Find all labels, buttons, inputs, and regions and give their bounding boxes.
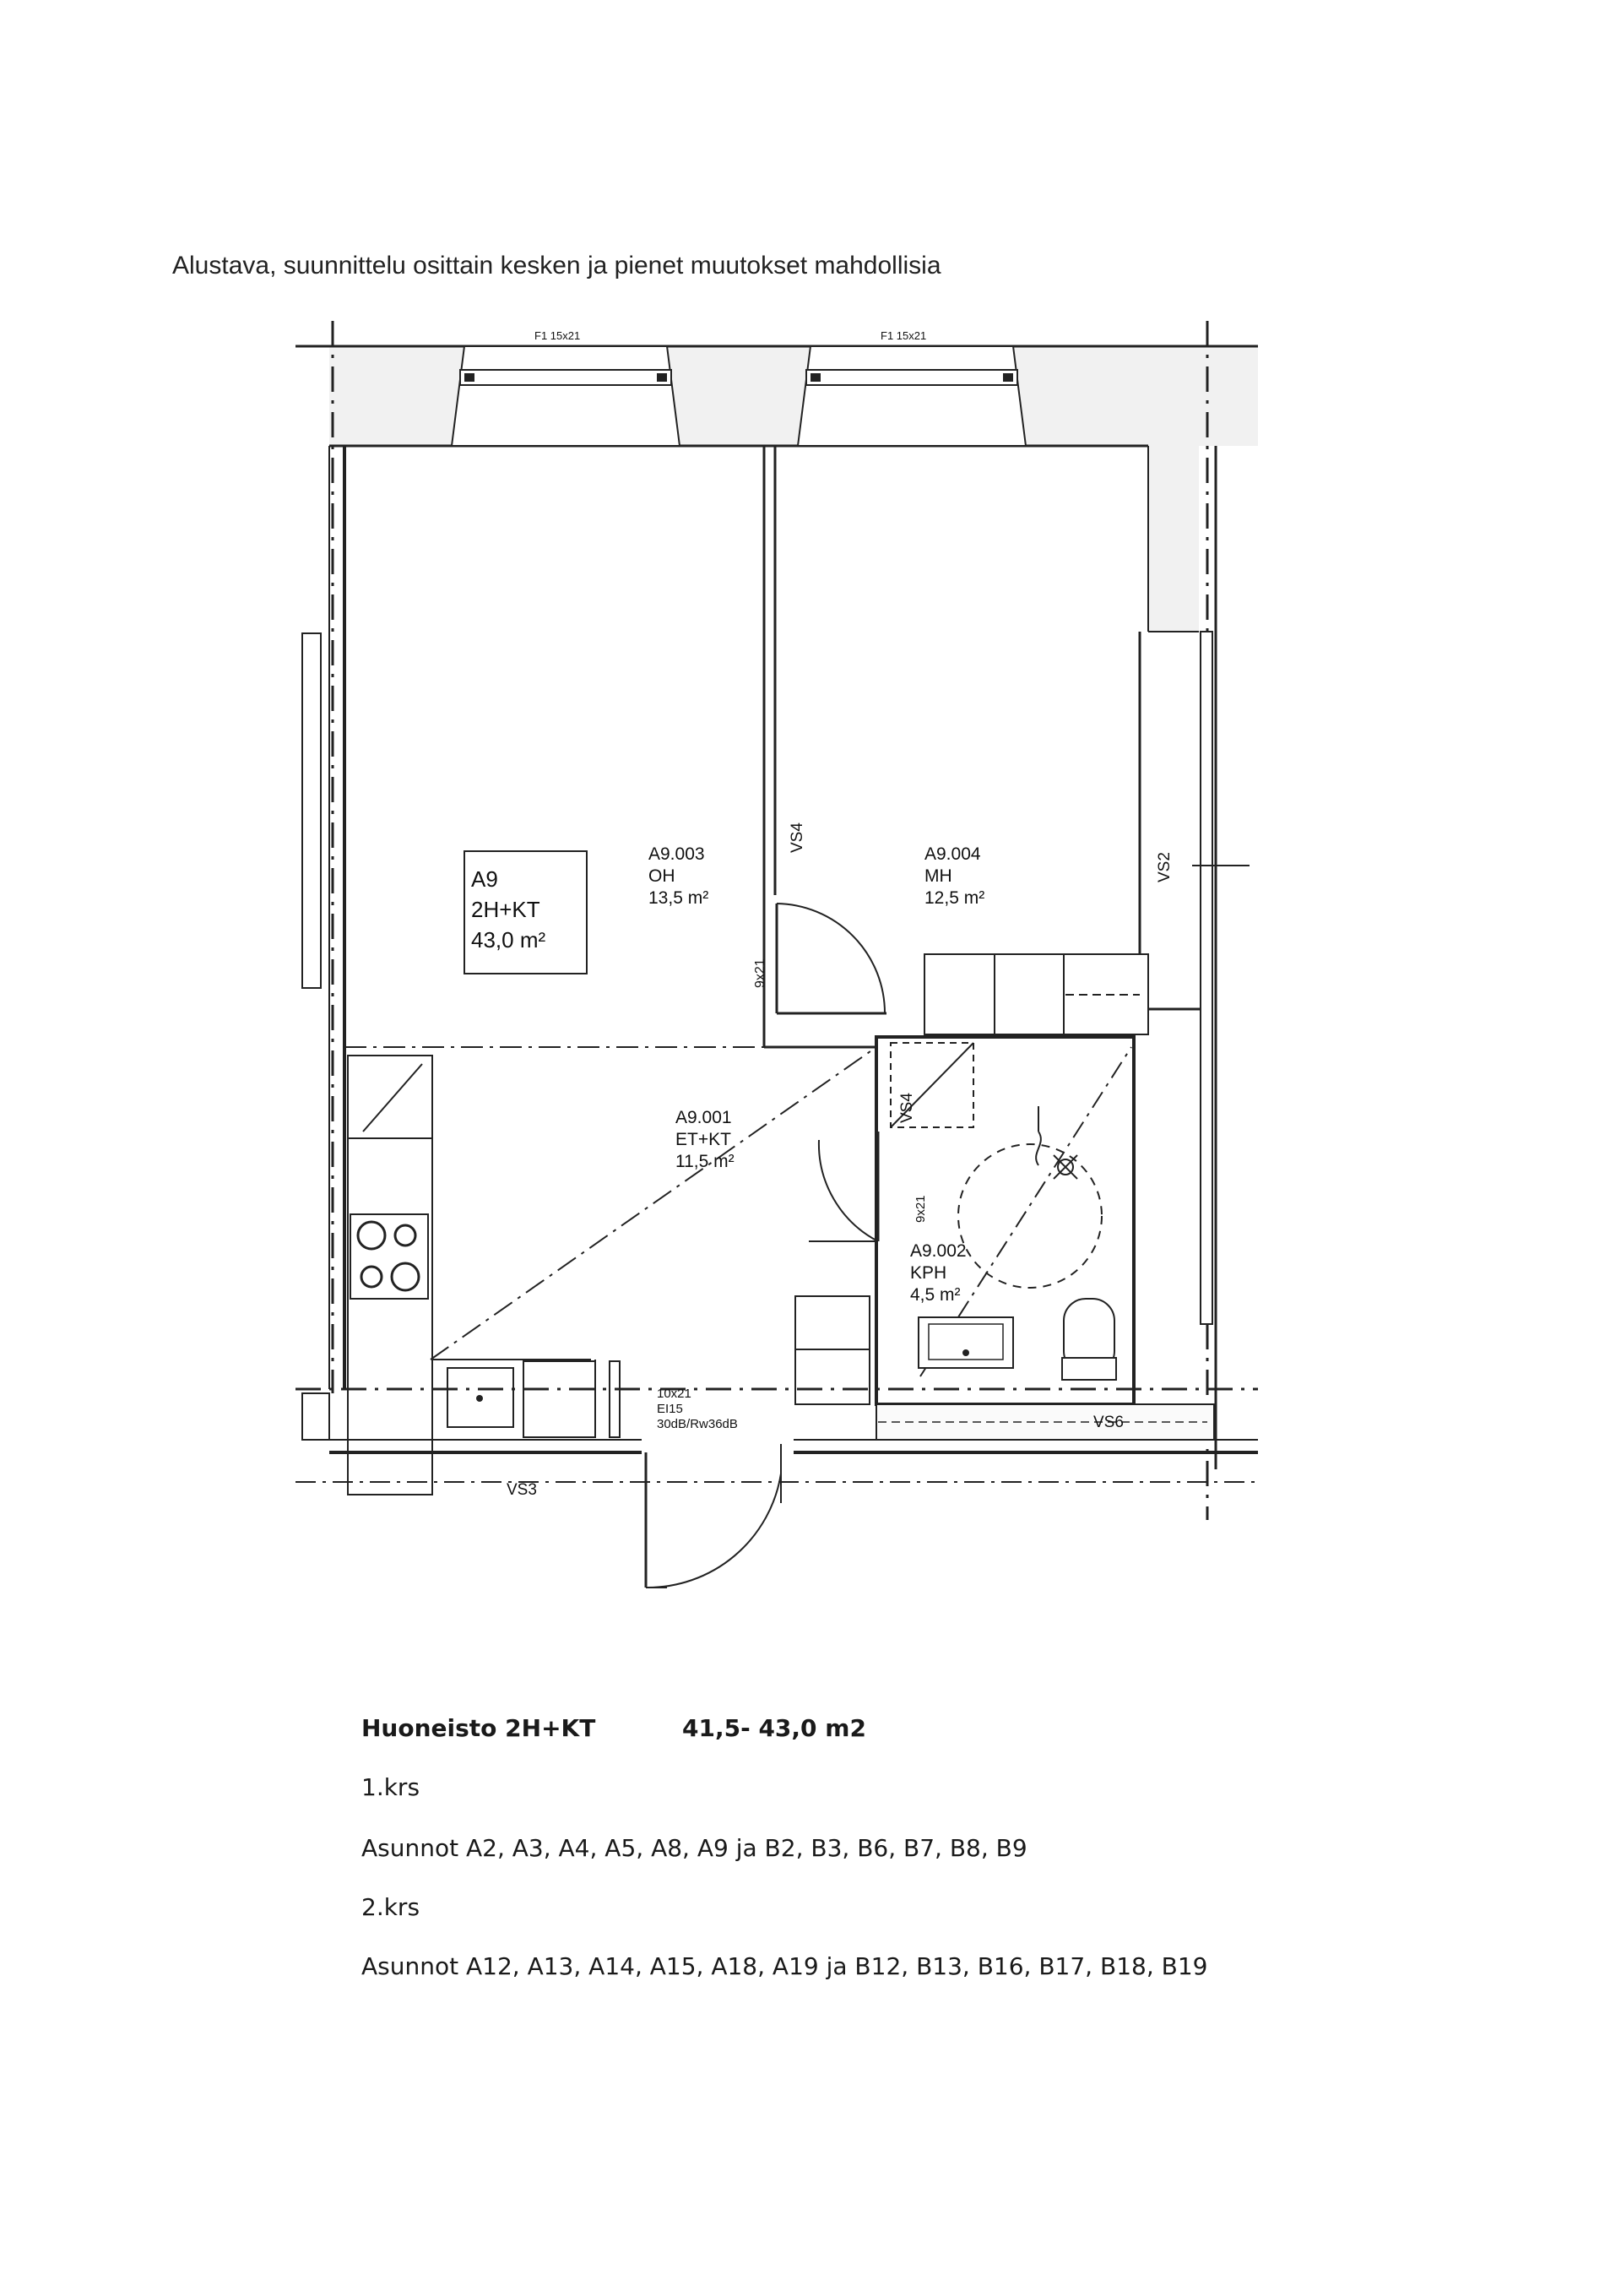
- tag-vs3: VS3: [507, 1481, 537, 1499]
- window-right: [798, 346, 1026, 446]
- tag-vs4-top: VS4: [789, 822, 806, 853]
- kph-door: [809, 1132, 878, 1241]
- entry-door-sound: 30dB/Rw36dB: [657, 1417, 738, 1431]
- entry-door: [646, 1444, 781, 1588]
- floor-2-units: Asunnot A12, A13, A14, A15, A18, A19 ja B12, B13, B16, B17, B18, B19: [361, 1952, 1208, 1980]
- floor-2-label: 2.krs: [361, 1893, 420, 1921]
- window-label-right: F1 15x21: [881, 329, 927, 342]
- mh-wardrobes: [924, 954, 1148, 1034]
- info-title-row: [361, 1714, 866, 1742]
- floor-1-label: 1.krs: [361, 1773, 420, 1801]
- room-mh-area: 12,5 m²: [924, 888, 985, 908]
- apartment-id: A9: [471, 866, 498, 892]
- tag-door-kph: 9x21: [914, 1195, 928, 1223]
- mh-door: [777, 904, 886, 1013]
- entry-door-size: 10x21: [657, 1387, 691, 1401]
- tag-door-mh: 9x21: [753, 958, 767, 988]
- room-oh-name: OH: [648, 866, 675, 886]
- room-oh-code: A9.003: [648, 844, 705, 864]
- room-et-code: A9.001: [675, 1108, 732, 1127]
- room-et-name: ET+KT: [675, 1130, 731, 1149]
- tag-vs6: VS6: [1093, 1414, 1124, 1431]
- floor-1-units: Asunnot A2, A3, A4, A5, A8, A9 ja B2, B3, B6, B7, B8, B9: [361, 1834, 1027, 1862]
- tag-vs4-bath: VS4: [898, 1093, 916, 1123]
- room-et-area: 11,5 m²: [675, 1152, 735, 1171]
- room-kph-code: A9.002: [910, 1241, 967, 1261]
- preliminary-design-note: Alustava, suunnittelu osittain kesken ja pienet muutokset mahdollisia: [172, 252, 941, 280]
- info-title: Huoneisto 2H+KT: [361, 1714, 596, 1742]
- tag-vs2: VS2: [1156, 852, 1174, 882]
- floor-plan: [295, 321, 1275, 1638]
- info-area-range: 41,5- 43,0 m2: [682, 1714, 866, 1742]
- kitchen: [348, 1056, 620, 1495]
- room-mh-name: MH: [924, 866, 952, 886]
- window-label-left: F1 15x21: [534, 329, 581, 342]
- window-left: [452, 346, 680, 446]
- room-kph-area: 4,5 m²: [910, 1285, 961, 1305]
- room-mh-code: A9.004: [924, 844, 981, 864]
- room-kph-name: KPH: [910, 1263, 947, 1283]
- apartment-type: 2H+KT: [471, 897, 540, 922]
- entry-door-class: EI15: [657, 1402, 683, 1416]
- room-oh-area: 13,5 m²: [648, 888, 709, 908]
- apartment-area: 43,0 m²: [471, 927, 546, 953]
